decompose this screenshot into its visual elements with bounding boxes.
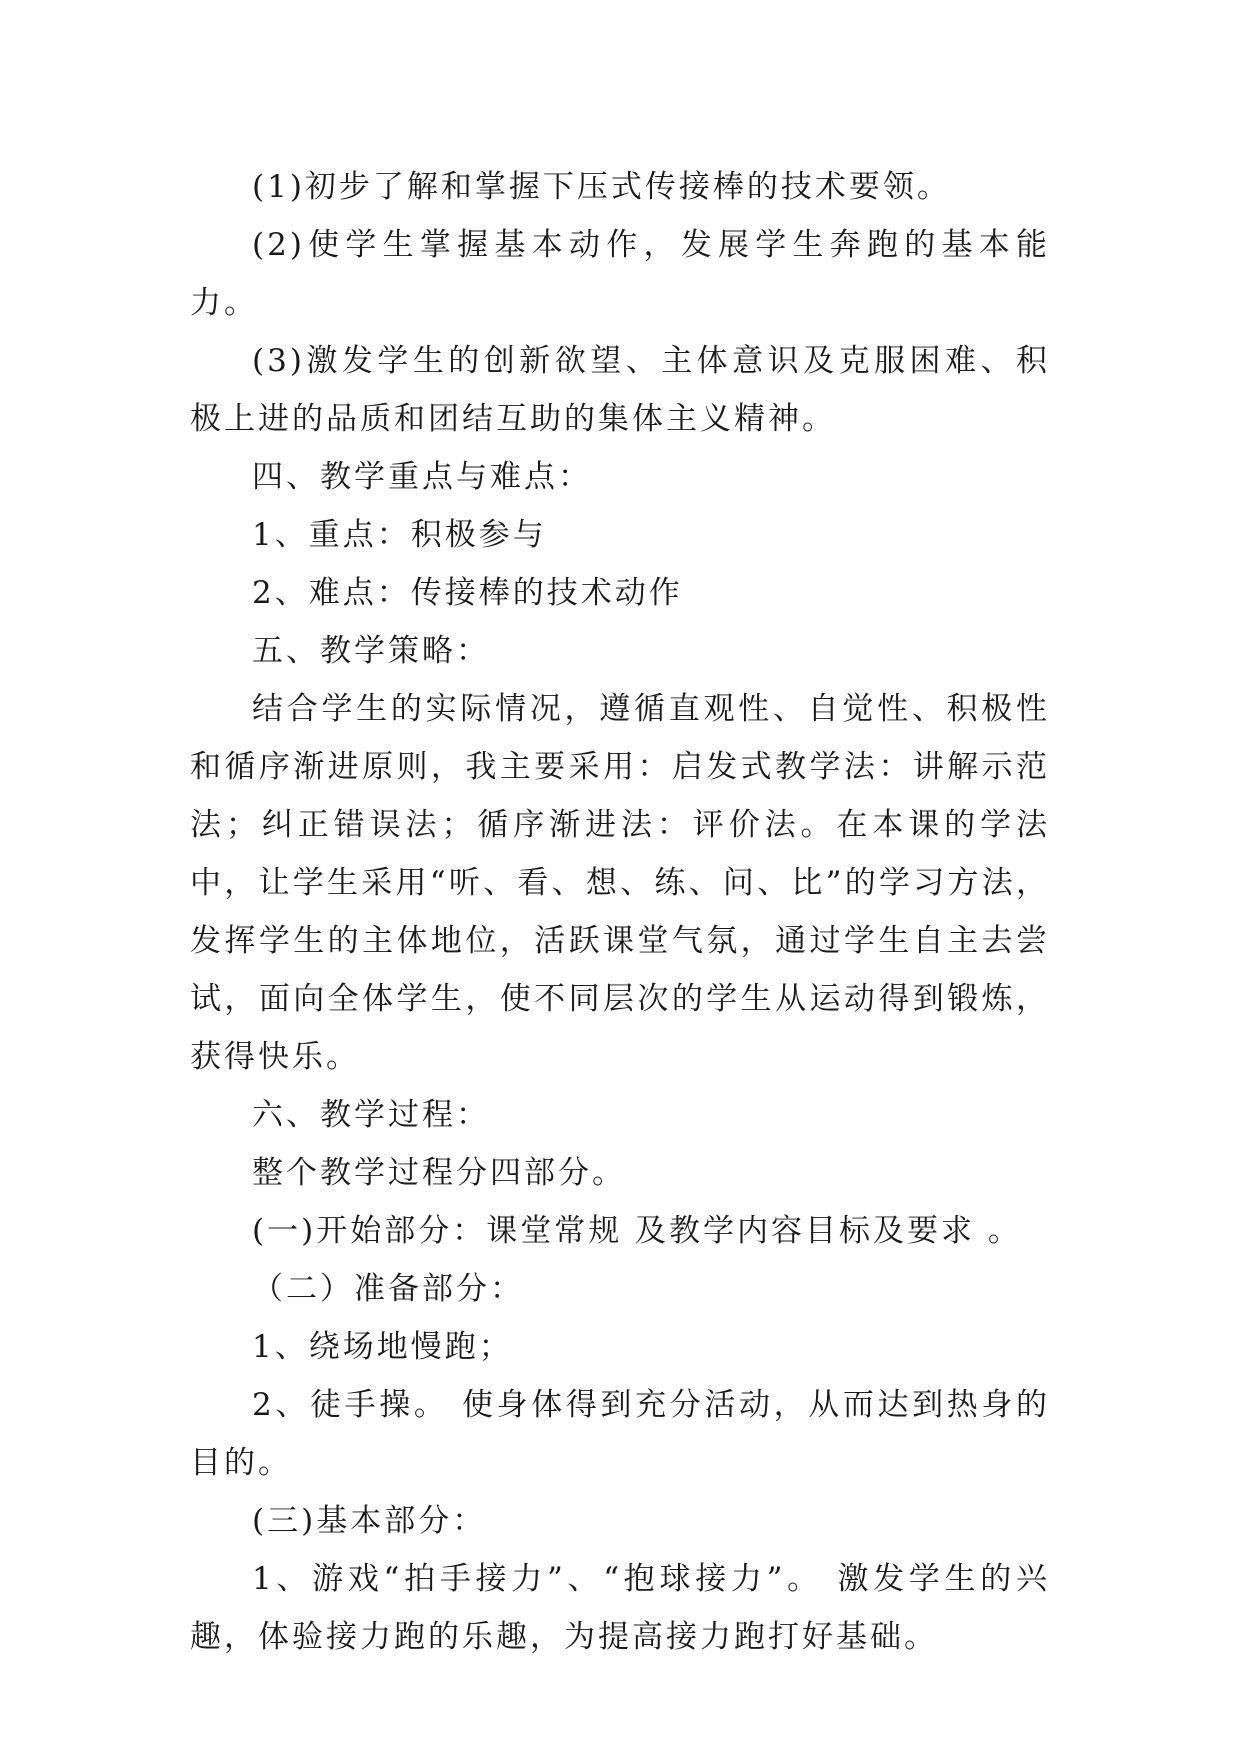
paragraph-basic-1: 1、游戏“拍手接力”、“抱球接力”。 激发学生的兴趣，体验接力跑的乐趣，为提高接力跑打好基础。 bbox=[190, 1561, 1050, 1655]
paragraph-opening-part: (一)开始部分：课堂常规 及教学内容目标及要求 。 bbox=[252, 1213, 1022, 1249]
paragraph-objective-3: (3)激发学生的创新欲望、主体意识及克服困难、积极上进的品质和团结互助的集体主义精神。 bbox=[190, 343, 1050, 437]
paragraph-key-point: 1、重点：积极参与 bbox=[252, 517, 547, 553]
paragraph-preparation-heading: （二）准备部分： bbox=[252, 1271, 524, 1307]
paragraph-strategy: 结合学生的实际情况，遵循直观性、自觉性、积极性和循序渐进原则，我主要采用：启发式教学法：讲解示范法；纠正错误法；循序渐进法：评价法。在本课的学法中，让学生采用“听、看、想、练、问、比”的学习方法，发挥学生的主体地位，活跃课堂气氛，通过学生自主去尝试，面向全体学生，使不同层次的学生从运动得到锻炼，获得快乐。 bbox=[190, 691, 1050, 1075]
document-body bbox=[190, 158, 1050, 1666]
paragraph-basic-heading: (三)基本部分： bbox=[252, 1503, 487, 1539]
section-heading-strategy: 五、教学策略： bbox=[252, 633, 490, 669]
paragraph-process-overview: 整个教学过程分四部分。 bbox=[252, 1155, 626, 1191]
paragraph-objective-2: (2)使学生掌握基本动作，发展学生奔跑的基本能力。 bbox=[190, 227, 1050, 321]
section-heading-key-points: 四、教学重点与难点： bbox=[252, 459, 592, 495]
paragraph-difficult-point: 2、难点：传接棒的技术动作 bbox=[252, 575, 683, 611]
section-heading-process: 六、教学过程： bbox=[252, 1097, 490, 1133]
paragraph-preparation-1: 1、绕场地慢跑； bbox=[252, 1329, 513, 1365]
paragraph-preparation-2: 2、徒手操。 使身体得到充分活动，从而达到热身的目的。 bbox=[190, 1387, 1050, 1481]
paragraph-objective-1: (1)初步了解和掌握下压式传接棒的技术要领。 bbox=[252, 169, 951, 205]
